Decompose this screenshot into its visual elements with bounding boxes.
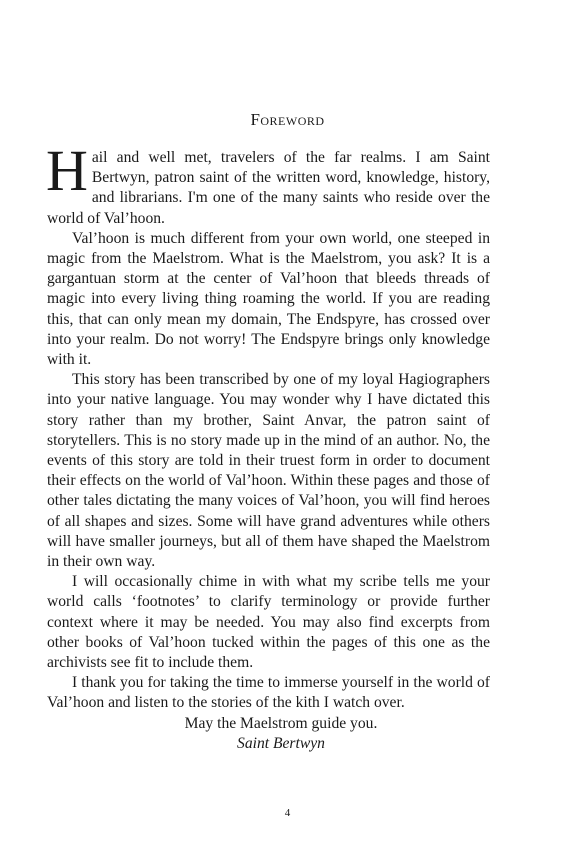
paragraph-1 — [46, 138, 490, 229]
closing-line: May the Maelstrom guide you. — [184, 714, 378, 732]
signature: Saint Bertwyn — [237, 734, 325, 752]
paragraph-4: I will occasionally chime in with what my scribe tells me your world calls ‘footnotes’ to clarify terminology or provide further context where it may be needed. You may also find excerpts from other books of Val’hoon tucked within the pages of this one as the archivists see fit to include them. — [47, 573, 490, 672]
paragraph-5: I thank you for taking the time to immerse yourself in the world of Val’hoon and listen to the stories of the kith I watch over. — [47, 674, 490, 712]
chapter-title: Foreword — [250, 110, 325, 129]
foreword-body — [46, 138, 490, 754]
paragraph-2: Val’hoon is much different from your own world, one steeped in magic from the Maelstrom. What is the Maelstrom, you ask? It is a gargantuan storm at the center of Val’hoon that bleeds threads of magic into every living thing roaming the world. If you are reading this, that can only mean my domain, The Endspyre, has crossed over into your realm. Do not worry! The Endspyre brings only knowledge with it. — [47, 229, 490, 369]
paragraph-3: This story has been transcribed by one of my loyal Hagiographers into your native language. You may wonder why I have dictated this story rather than my brother, Saint Anvar, the patron saint of storytellers. This is no story made up in the mind of an author. No, the events of this story are told in their truest form in order to document their effects on the world of Val’hoon. Within these pages and those of other tales dictating the many voices of Val’hoon, you will find heroes of all shapes and sizes. Some will have grand adventures while others will have smaller journeys, but all of them have shaped the Maelstrom in their own way. — [47, 371, 490, 571]
drop-cap: H — [46, 138, 88, 203]
page-number: 4 — [284, 807, 291, 819]
paragraph-1-text: ail and well met, travelers of the far realms. I am Saint Bertwyn, patron saint of the written word, knowledge, history, and librarians. I'm one of the many saints who reside over the world of Val’hoon. — [47, 149, 490, 227]
